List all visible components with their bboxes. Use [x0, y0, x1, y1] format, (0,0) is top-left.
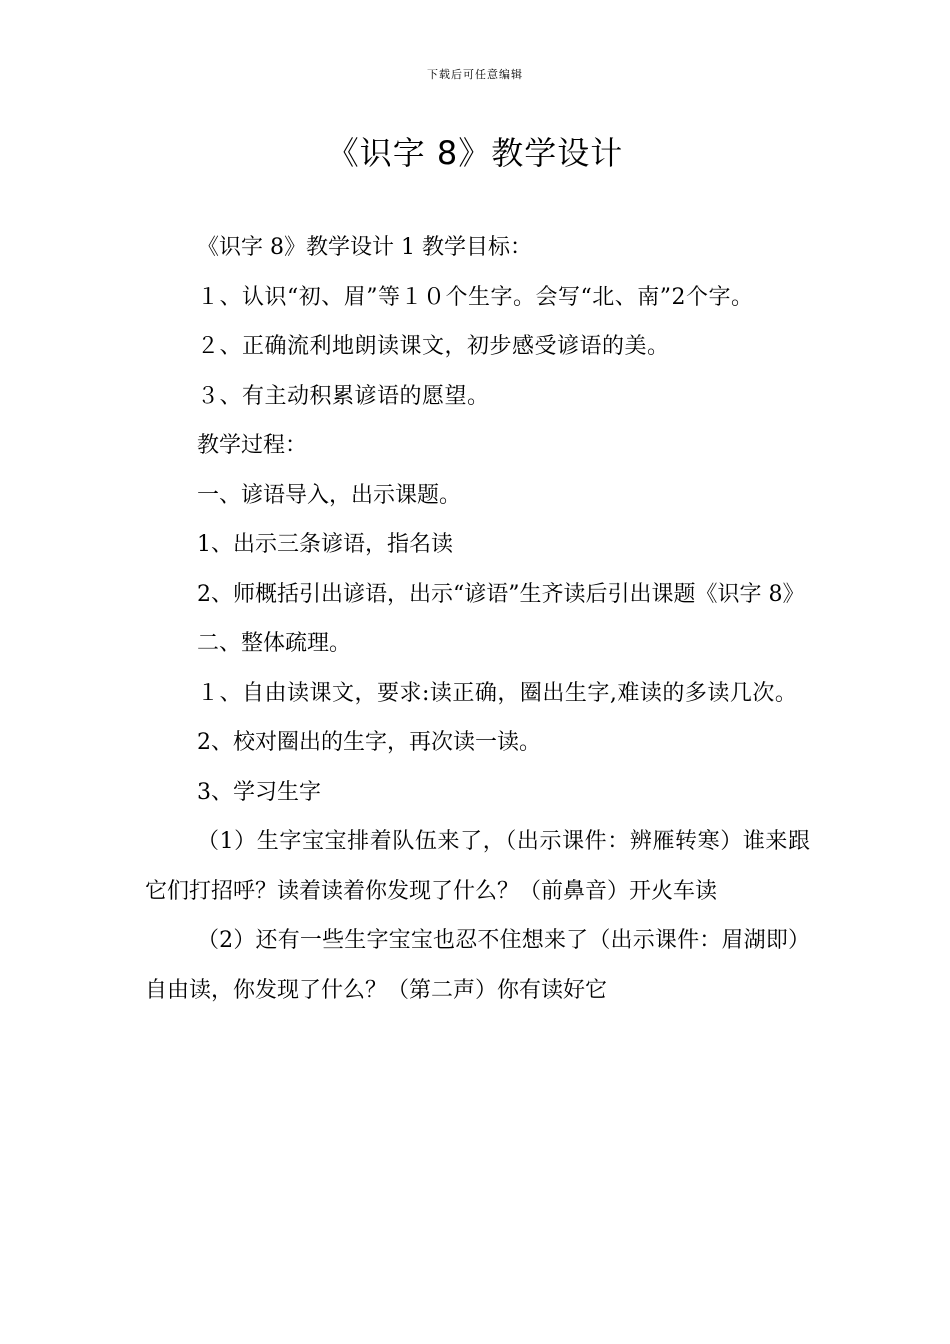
- paragraph-substep-1: （1）生字宝宝排着队伍来了，（出示课件：辨雁转寒）谁来跟它们打招呼？读着读着你发现了什么？（前鼻音）开火车读: [145, 829, 810, 904]
- paragraph-process-heading: 教学过程：: [197, 433, 308, 458]
- paragraph-section-1-heading: 一、谚语导入，出示课题。: [197, 482, 462, 508]
- paragraph-objective-3: ３、有主动积累谚语的愿望。: [197, 383, 490, 409]
- paragraph-step-1-2: 2、师概括引出谚语，出示“谚语”生齐读后引出课题《识字 8》: [197, 581, 805, 607]
- page-header-note: 下载后可任意编辑: [427, 68, 523, 81]
- paragraph-intro-objectives: 《识字 8》教学设计 1 教学目标：: [197, 235, 532, 260]
- paragraph-objective-2: ２、正确流利地朗读课文，初步感受谚语的美。: [197, 334, 670, 359]
- paragraph-step-2-2: 2、校对圈出的生字，再次读一读。: [197, 730, 541, 755]
- paragraph-step-2-3: 3、学习生字: [197, 779, 321, 805]
- document-title: 《识字 8》教学设计: [326, 134, 624, 172]
- paragraph-step-1-1: 1、出示三条谚语，指名读: [197, 532, 453, 557]
- paragraph-substep-2: （2）还有一些生字宝宝也忍不住想来了（出示课件：眉湖即）自由读，你发现了什么？（第二声）你有读好它: [145, 928, 810, 1003]
- paragraph-objective-1: １、认识“初、眉”等１０个生字。会写“北、南”2个字。: [197, 284, 754, 310]
- document-body: [145, 223, 810, 1015]
- paragraph-step-2-1: １、自由读课文，要求:读正确，圈出生字,难读的多读几次。: [197, 680, 798, 706]
- paragraph-section-2-heading: 二、整体疏理。: [197, 631, 352, 656]
